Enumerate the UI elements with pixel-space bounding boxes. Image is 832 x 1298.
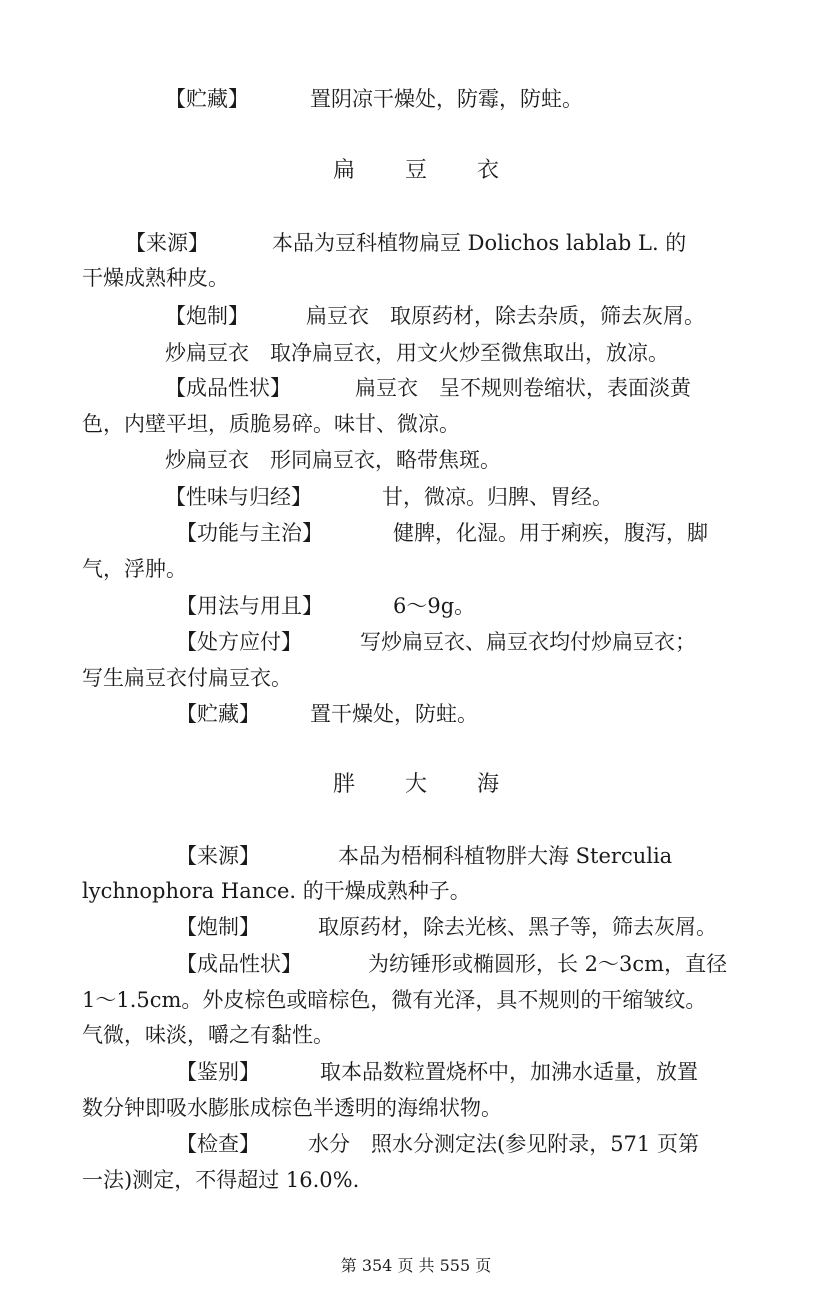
source-label: 【来源】: [125, 231, 209, 255]
process-text: 扁豆衣 取原药材，除去杂质，筛去灰屑。: [306, 304, 705, 328]
function-label: 【功能与主治】: [176, 521, 323, 545]
prescription-text: 写炒扁豆衣、扁豆衣均付炒扁豆衣；: [360, 630, 696, 654]
source-text-cont: 干燥成熟种皮。: [82, 266, 229, 290]
function-text-cont: 气，浮肿。: [82, 557, 187, 581]
storage-text: 置干燥处，防蛀。: [310, 702, 478, 726]
usage-text: 6～9g。: [393, 594, 476, 618]
title-char: 衣: [477, 158, 500, 183]
title-char: 大: [404, 772, 427, 797]
source-text-cont: lychnophora Hance. 的干燥成熟种子。: [82, 879, 471, 903]
identify-label: 【鉴别】: [176, 1060, 260, 1084]
product-text-cont: 1～1.5cm。外皮棕色或暗棕色，微有光泽，具不规则的干缩皱纹。: [82, 988, 707, 1012]
product-label: 【成品性状】: [165, 376, 291, 400]
process-label: 【炮制】: [176, 915, 260, 939]
product-text-cont: 气微，味淡，嚼之有黏性。: [82, 1023, 334, 1047]
process-label: 【炮制】: [165, 304, 249, 328]
check-label: 【检查】: [176, 1132, 260, 1156]
storage-label: 【贮藏】: [176, 702, 260, 726]
identify-text-cont: 数分钟即吸水膨胀成棕色半透明的海绵状物。: [82, 1096, 502, 1120]
storage-label: 【贮藏】: [165, 87, 249, 111]
section-title-pangdahai: [0, 772, 832, 798]
title-char: 扁: [332, 158, 355, 183]
section-title-biandouyi: [0, 158, 832, 184]
product-text: 扁豆衣 呈不规则卷缩状，表面淡黄: [355, 376, 691, 400]
product-text-cont: 色，内壁平坦，质脆易碎。味甘、微凉。: [82, 412, 460, 436]
source-text: 本品为梧桐科植物胖大海 Sterculia: [338, 844, 673, 868]
title-char: 海: [477, 772, 500, 797]
source-label: 【来源】: [176, 844, 260, 868]
prescription-text-cont: 写生扁豆衣付扁豆衣。: [82, 666, 292, 690]
title-char: 胖: [332, 772, 355, 797]
product-text-3: 炒扁豆衣 形同扁豆衣，略带焦斑。: [165, 448, 501, 472]
check-text-cont: 一法)测定，不得超过 16.0%.: [82, 1168, 360, 1192]
product-text: 为纺锤形或椭圆形，长 2～3cm，直径: [368, 952, 728, 976]
source-text: 本品为豆科植物扁豆 Dolichos lablab L. 的: [272, 231, 687, 255]
storage-text: 置阴凉干燥处，防霉，防蛀。: [310, 87, 583, 111]
nature-text: 甘，微凉。归脾、胃经。: [382, 485, 613, 509]
prescription-label: 【处方应付】: [176, 630, 302, 654]
function-text: 健脾，化湿。用于痢疾，腹泻，脚: [393, 521, 708, 545]
process-text: 取原药材，除去光核、黑子等，筛去灰屑。: [318, 915, 717, 939]
process-text-2: 炒扁豆衣 取净扁豆衣，用文火炒至微焦取出，放凉。: [165, 341, 669, 365]
usage-label: 【用法与用且】: [176, 594, 323, 618]
page-number: 第 354 页 共 555 页: [340, 1256, 492, 1275]
check-text: 水分 照水分测定法(参见附录，571 页第: [308, 1132, 699, 1156]
nature-label: 【性味与归经】: [165, 485, 312, 509]
identify-text: 取本品数粒置烧杯中，加沸水适量，放置: [320, 1060, 698, 1084]
title-char: 豆: [404, 158, 427, 183]
product-label: 【成品性状】: [176, 952, 302, 976]
